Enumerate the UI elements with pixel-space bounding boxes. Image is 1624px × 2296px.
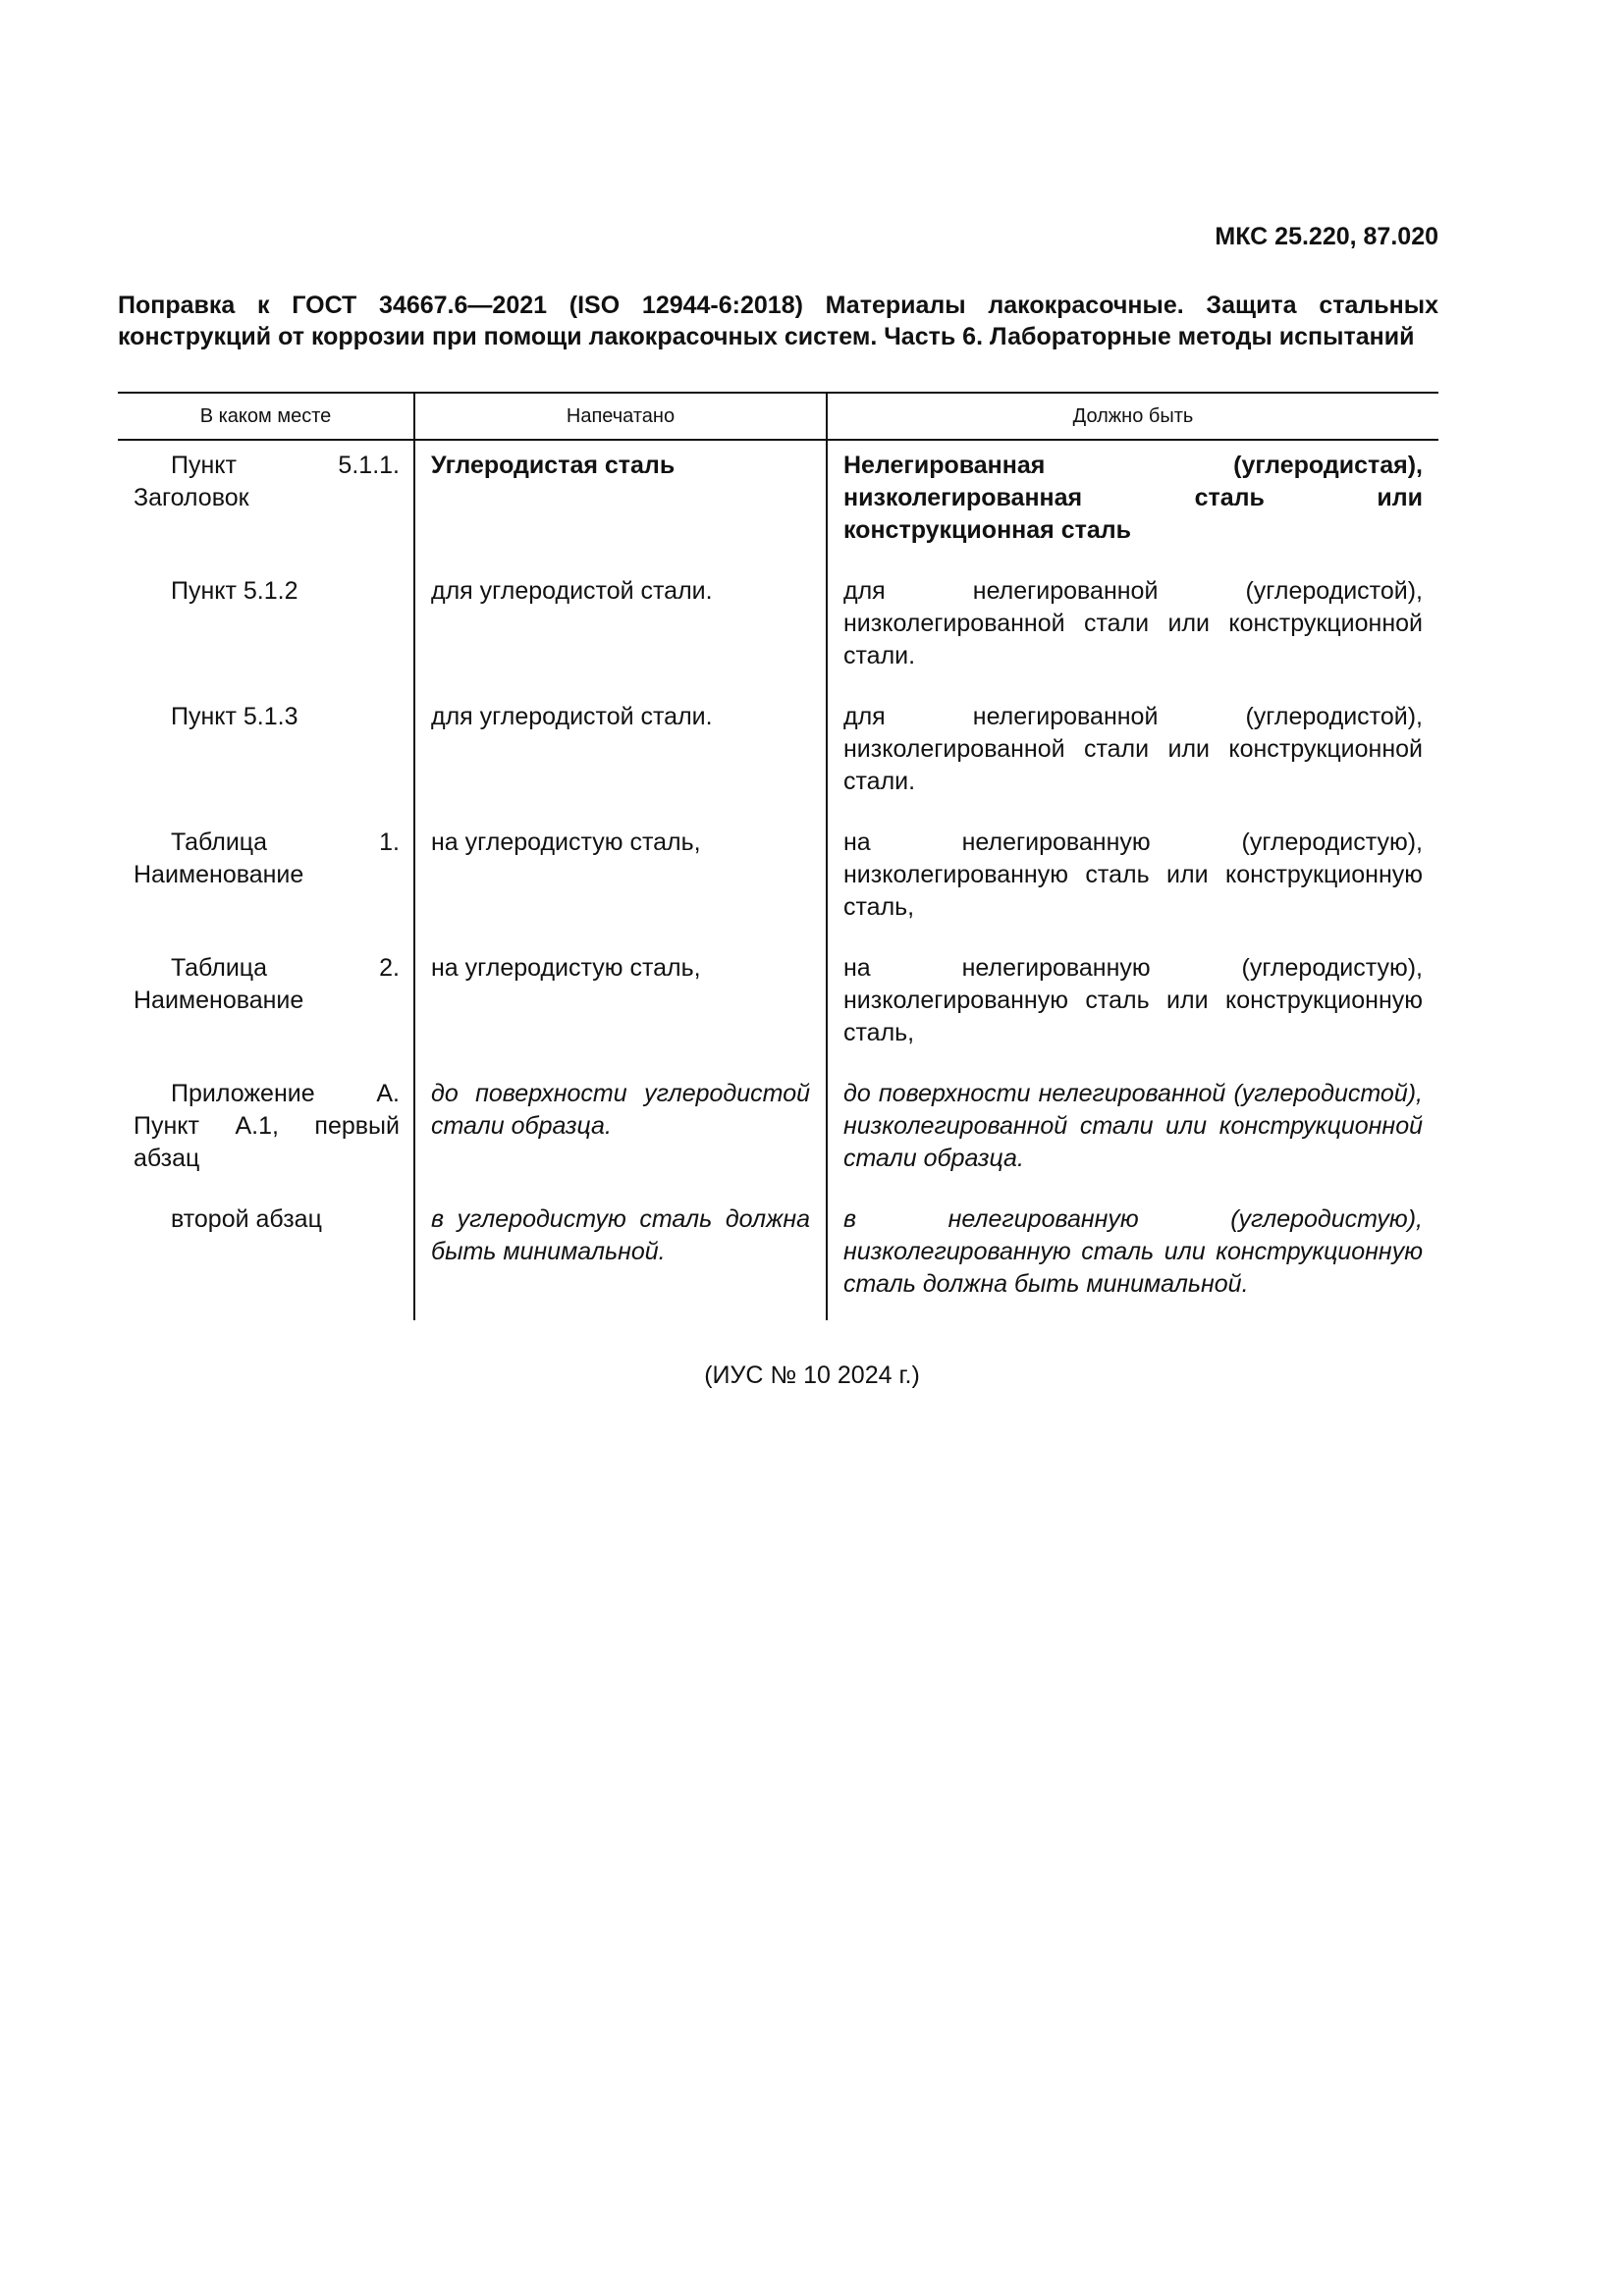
cell-should-be: на нелегированную (углеродистую), низколегированную сталь или конструкционную сталь, <box>827 943 1438 1069</box>
cell-place-text: Пункт 5.1.3 <box>171 703 298 730</box>
cell-place <box>118 1195 414 1320</box>
cell-should-be: до поверхности нелегированной (углеродистой), низколегированной стали или конструкционной стали образца. <box>827 1069 1438 1195</box>
cell-place <box>118 692 414 818</box>
column-header-should-be: Должно быть <box>827 393 1438 440</box>
mks-code: МКС 25.220, 87.020 <box>1215 223 1438 250</box>
cell-printed: на углеродистую сталь, <box>414 943 827 1069</box>
cell-printed: до поверхности углеродистой стали образца. <box>414 1069 827 1195</box>
cell-printed: для углеродистой стали. <box>414 566 827 692</box>
amendment-title: Поправка к ГОСТ 34667.6—2021 (ISO 12944-6:2018) Материалы лакокрасочные. Защита стальных конструкций от коррозии при помощи лакокрасочных систем. Часть 6. Лабораторные методы испытаний <box>118 292 1438 350</box>
column-header-place: В каком месте <box>118 393 414 440</box>
table-row <box>118 818 1438 943</box>
amendment-table <box>118 392 1438 1320</box>
cell-should-be: Нелегированная (углеродистая), низколегированная сталь или конструкционная сталь <box>827 440 1438 566</box>
cell-printed: в углеродистую сталь должна быть минимальной. <box>414 1195 827 1320</box>
table-row <box>118 566 1438 692</box>
cell-place <box>118 440 414 566</box>
cell-place-text: Таблица 1. Наименование <box>134 828 400 888</box>
table-row <box>118 1195 1438 1320</box>
cell-should-be: в нелегированную (углеродистую), низколегированную сталь или конструкционную сталь должна быть минимальной. <box>827 1195 1438 1320</box>
cell-should-be: для нелегированной (углеродистой), низколегированной стали или конструкционной стали. <box>827 692 1438 818</box>
cell-place-text: Таблица 2. Наименование <box>134 954 400 1014</box>
cell-place <box>118 566 414 692</box>
cell-printed: для углеродистой стали. <box>414 692 827 818</box>
cell-printed: на углеродистую сталь, <box>414 818 827 943</box>
table-row <box>118 1069 1438 1195</box>
cell-should-be: для нелегированной (углеродистой), низколегированной стали или конструкционной стали. <box>827 566 1438 692</box>
cell-place-text: второй абзац <box>171 1205 322 1233</box>
cell-should-be: на нелегированную (углеродистую), низколегированную сталь или конструкционную сталь, <box>827 818 1438 943</box>
cell-place-text: Пункт 5.1.1. Заголовок <box>134 452 400 511</box>
table-row <box>118 440 1438 566</box>
cell-place <box>118 1069 414 1195</box>
document-page <box>118 221 1438 1320</box>
table-header-row <box>118 393 1438 440</box>
table-row <box>118 692 1438 818</box>
cell-place <box>118 818 414 943</box>
cell-place-text: Пункт 5.1.2 <box>171 577 298 605</box>
cell-place <box>118 943 414 1069</box>
cell-place-text: Приложение А. Пункт А.1, первый абзац <box>134 1080 400 1172</box>
source-reference: (ИУС № 10 2024 г.) <box>704 1362 920 1389</box>
column-header-printed: Напечатано <box>414 393 827 440</box>
table-row <box>118 943 1438 1069</box>
cell-printed: Углеродистая сталь <box>414 440 827 566</box>
